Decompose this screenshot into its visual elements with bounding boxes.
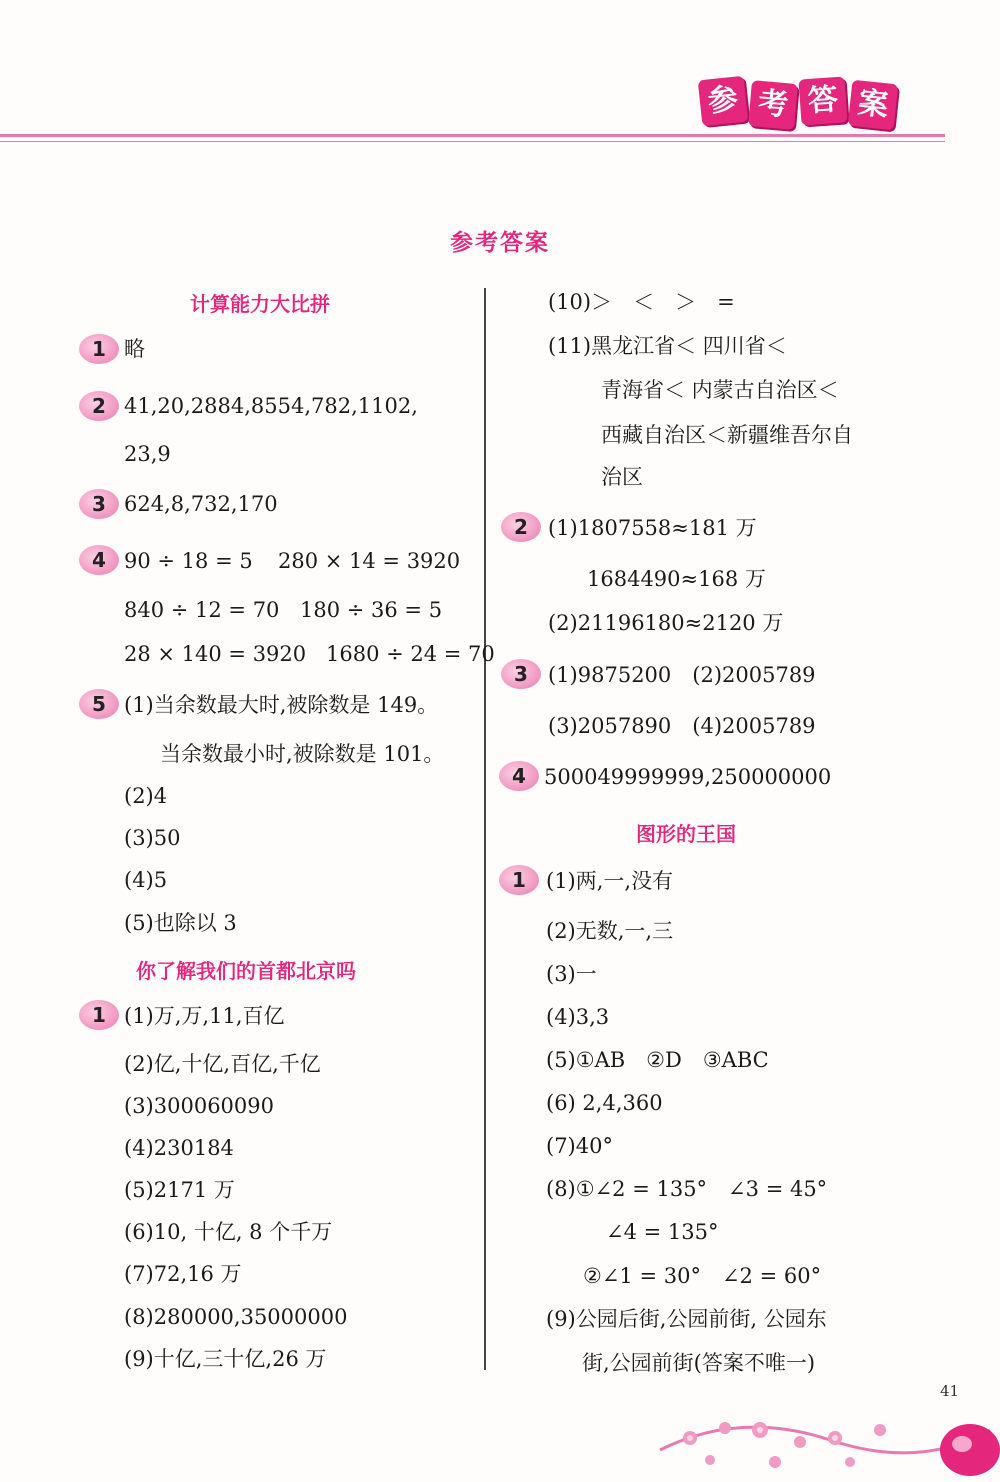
answer-line: ②∠1 = 30° ∠2 = 60° [583, 1264, 822, 1288]
header-rule-thin [0, 141, 945, 142]
answer-line: (7)72,16 万 [124, 1262, 242, 1286]
question-number: 1 [79, 334, 119, 364]
answer-line: (5)①AB ②D ③ABC [546, 1048, 769, 1072]
question-number: 2 [79, 391, 119, 421]
header-rule [0, 134, 945, 137]
answer-line: (4)5 [124, 868, 168, 892]
answer-line: 略 [124, 337, 145, 361]
question-number: 3 [501, 659, 541, 689]
page-title: 参考答案 [450, 230, 550, 256]
answer-line: 治区 [601, 465, 643, 489]
answer-line: 23,9 [124, 442, 171, 466]
answer-line: (4)3,3 [546, 1005, 610, 1029]
badge-char: 考 [748, 80, 798, 130]
answer-line: 624,8,732,170 [124, 492, 278, 516]
answer-line: (6)10, 十亿, 8 个千万 [124, 1220, 333, 1244]
answer-line: (3)一 [546, 962, 597, 986]
answer-line: 1680 ÷ 24 = 70 [326, 642, 495, 666]
answer-line: 西藏自治区＜新疆维吾尔自 [601, 423, 853, 447]
badge-char: 答 [798, 76, 847, 125]
answer-line: (9)十亿,三十亿,26 万 [124, 1347, 327, 1371]
answer-line: (1)两,一,没有 [546, 869, 674, 893]
answer-line: (5)2171 万 [124, 1178, 235, 1202]
badge-char: 案 [848, 80, 899, 131]
answer-line: (11)黑龙江省＜ 四川省＜ [548, 334, 787, 358]
answer-line: 41,20,2884,8554,782,1102, [124, 394, 418, 418]
answer-line: 280 × 14 = 3920 [278, 549, 461, 573]
answer-line: (6) 2,4,360 [546, 1091, 663, 1115]
answer-line: (1)1807558≈181 万 [548, 516, 757, 540]
answer-line: (7)40° [546, 1134, 613, 1158]
answer-line: (8)280000,35000000 [124, 1305, 348, 1329]
answer-line: 90 ÷ 18 = 5 [124, 549, 253, 573]
answer-line: (1)万,万,11,百亿 [124, 1004, 285, 1028]
answer-line: 1684490≈168 万 [587, 567, 766, 591]
flower-decoration [650, 1390, 1000, 1482]
column-divider [484, 288, 486, 1370]
answer-line: 180 ÷ 36 = 5 [300, 598, 443, 622]
answer-line: (5)也除以 3 [124, 911, 237, 935]
answer-line: ∠4 = 135° [606, 1220, 719, 1244]
answer-line: 840 ÷ 12 = 70 [124, 598, 280, 622]
answer-line: (3)2057890 (4)2005789 [548, 714, 816, 738]
section-title-beijing: 你了解我们的首都北京吗 [136, 959, 356, 983]
question-number: 2 [501, 512, 541, 542]
answer-line: (3)300060090 [124, 1094, 274, 1118]
question-number: 3 [79, 489, 119, 519]
section-title-calc: 计算能力大比拼 [190, 292, 330, 316]
section-title-shapes: 图形的王国 [636, 822, 736, 846]
question-number: 1 [79, 1000, 119, 1030]
header-badge [700, 78, 900, 130]
badge-char: 参 [698, 76, 749, 127]
answer-line: (2)21196180≈2120 万 [548, 611, 784, 635]
question-number: 4 [79, 545, 119, 575]
answer-line: (8)①∠2 = 135° ∠3 = 45° [546, 1177, 828, 1201]
answer-line: (1)当余数最大时,被除数是 149。 [124, 693, 439, 717]
answer-line: 青海省＜ 内蒙古自治区＜ [601, 378, 839, 402]
answer-line: (2)4 [124, 784, 168, 808]
answer-line: (2)无数,一,三 [546, 919, 674, 943]
answer-line: 28 × 140 = 3920 [124, 642, 307, 666]
question-number: 5 [79, 689, 119, 719]
answer-line: (3)50 [124, 826, 181, 850]
answer-line: 当余数最小时,被除数是 101。 [160, 742, 445, 766]
answer-line: 街,公园前街(答案不唯一) [582, 1351, 816, 1375]
question-number: 1 [499, 865, 539, 895]
answer-line: (9)公园后街,公园前街, 公园东 [546, 1307, 827, 1331]
page-number: 41 [940, 1382, 960, 1400]
answer-line: (4)230184 [124, 1136, 234, 1160]
answer-line: 500049999999,250000000 [544, 765, 832, 789]
answer-line: (10)＞ ＜ ＞ = [548, 290, 735, 314]
answer-line: (2)亿,十亿,百亿,千亿 [124, 1052, 321, 1076]
question-number: 4 [499, 761, 539, 791]
answer-line: (1)9875200 (2)2005789 [548, 663, 816, 687]
